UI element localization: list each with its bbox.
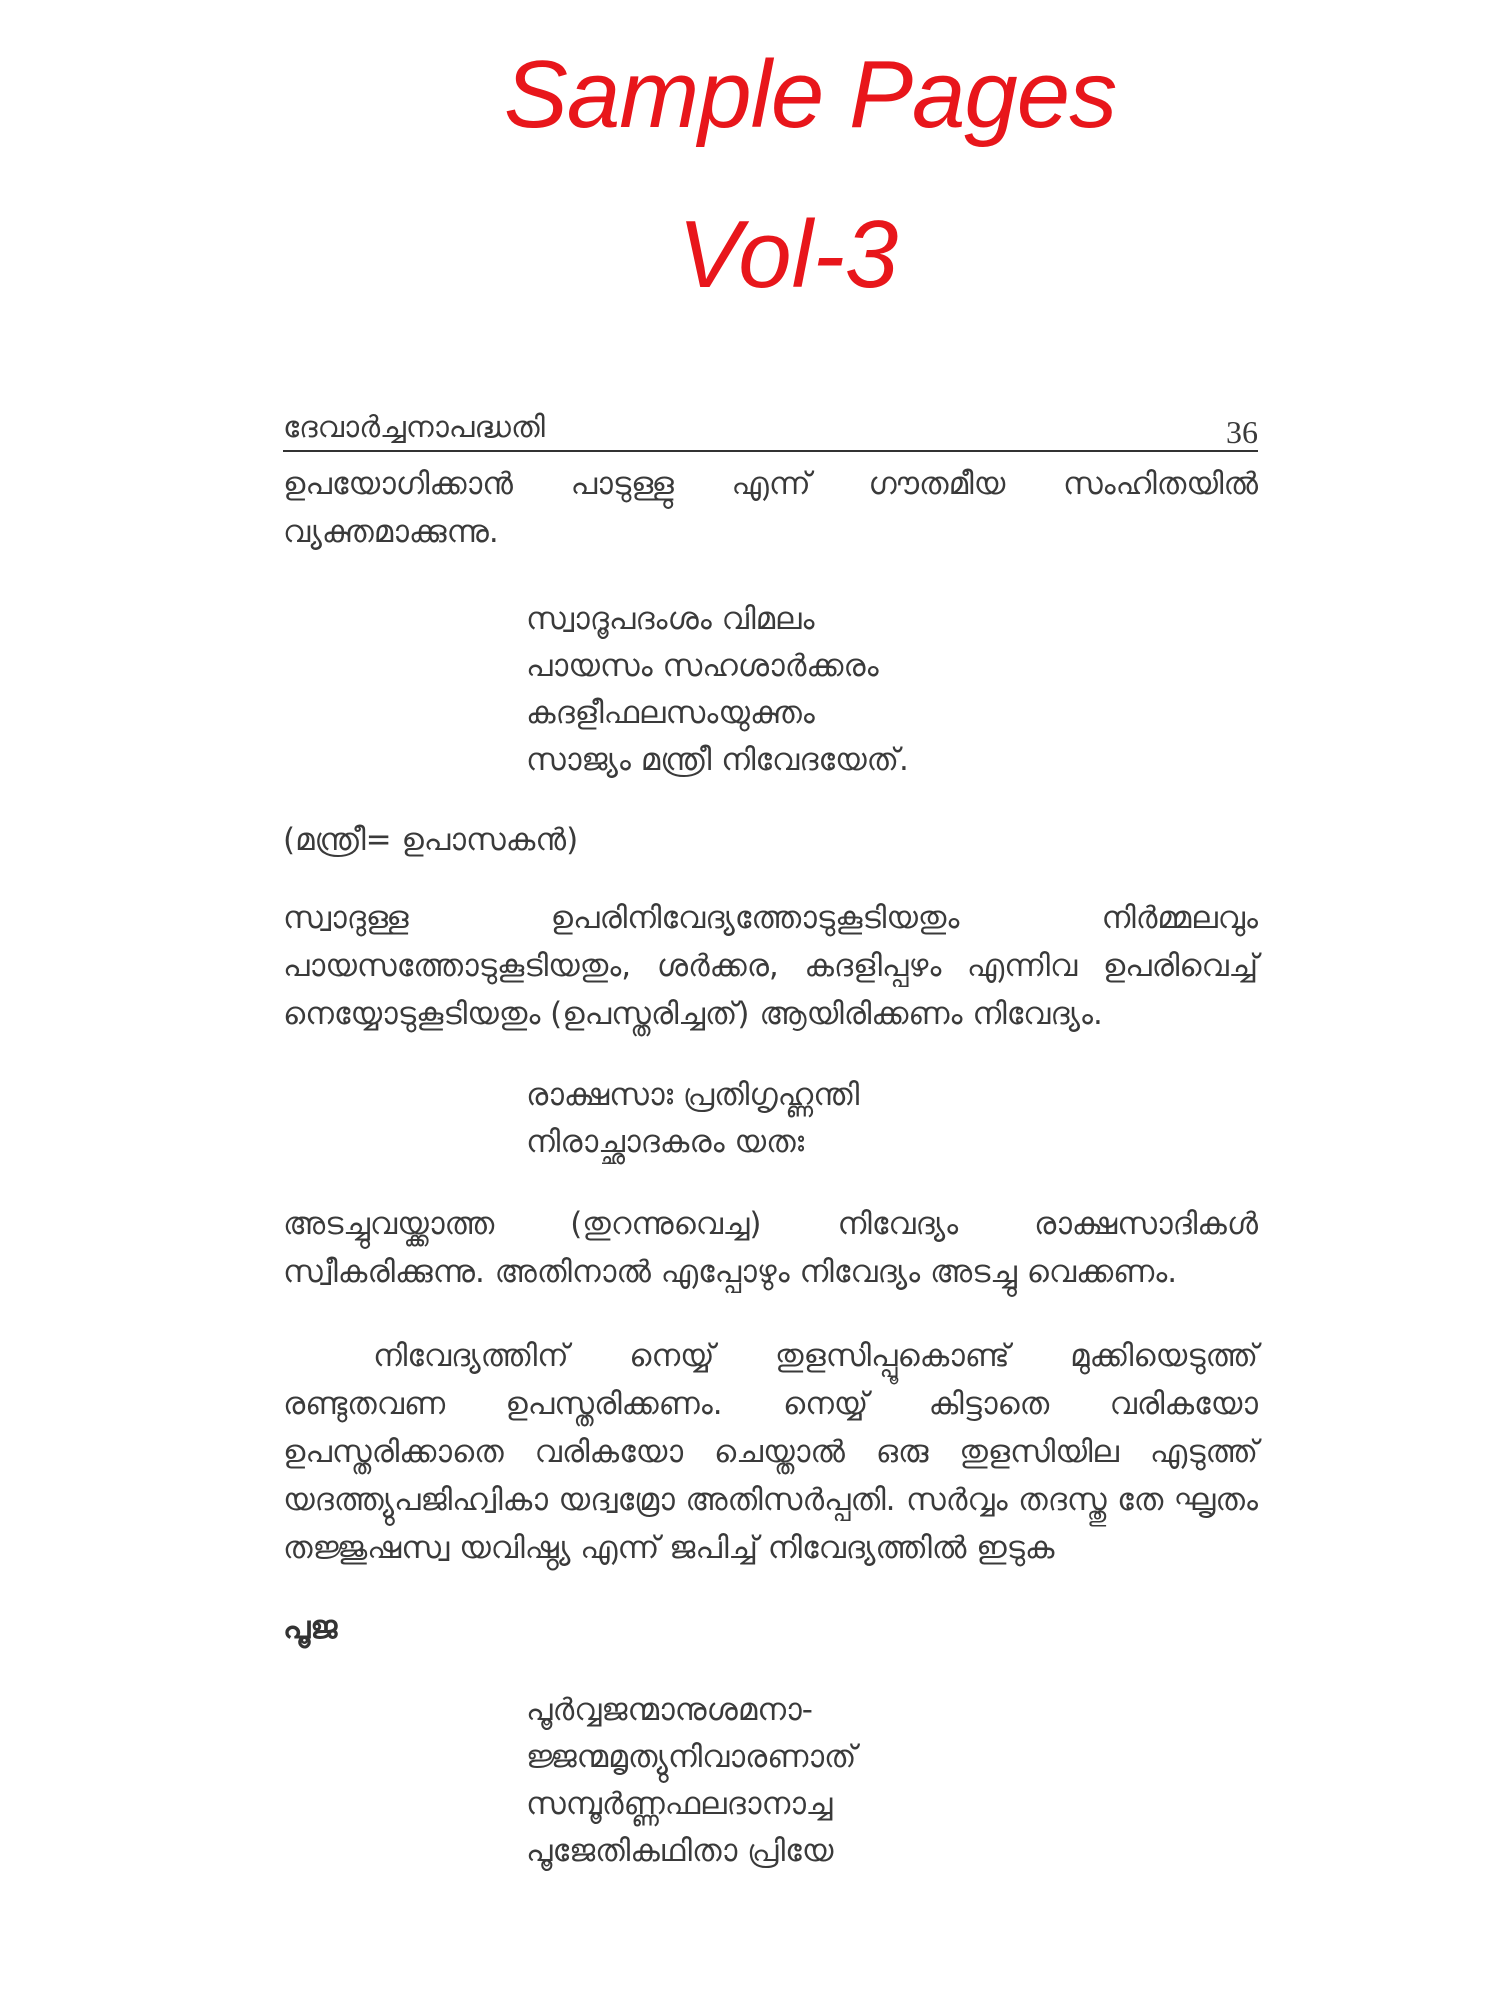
verse-line: സാജ്യം മന്ത്രീ നിവേദയേത്. bbox=[526, 742, 909, 778]
verse-line: പായസം സഹശാർക്കരം bbox=[526, 648, 879, 684]
paragraph-3: അടച്ചുവയ്ക്കാത്ത (തുറന്നുവെച്ച) നിവേദ്യം രാക്ഷസാദികൾ സ്വീകരിക്കുന്നു. അതിനാൽ എപ്പോഴും നിവേദ്യം അടച്ചു വെക്കണം. bbox=[283, 1206, 1258, 1290]
verse-line: രാക്ഷസാഃ പ്രതിഗൃഹ്ണന്തി bbox=[526, 1077, 860, 1113]
paragraph-4: നിവേദ്യത്തിന് നെയ്യ് തുളസിപ്പൂകൊണ്ട് മുക്കിയെടുത്ത് രണ്ടുതവണ ഉപസ്തരിക്കണം. നെയ്യ് കിട്ടാതെ വരികയോ ഉപസ്തരിക്കാതെ വരികയോ ചെയ്താൽ ഒരു തുളസിയില എടുത്ത് യദത്ത്യുപജിഹ്വികാ യദ്വമ്രോ അതിസർപ്പതി. സർവ്വം തദസ്തു തേ ഘൃതം തജ്ജുഷസ്വ യവിഷ്ഠ്യ എന്ന് ജപിച്ച് നിവേദ്യത്തിൽ ഇടുക bbox=[283, 1338, 1258, 1566]
paragraph-1: ഉപയോഗിക്കാൻ പാടുള്ളു എന്ന് ഗൗതമീയ സംഹിതയിൽ വ്യക്തമാക്കുന്നു. bbox=[283, 466, 1258, 550]
running-title: ദേവാർച്ചനാപദ്ധതി bbox=[283, 410, 545, 445]
verse-line: നിരാച്ഛാദകരം യതഃ bbox=[526, 1124, 805, 1160]
verse-block-3 bbox=[526, 1687, 1258, 1875]
verse-line: സമ്പൂർണ്ണഫലദാനാച്ച bbox=[526, 1786, 833, 1822]
verse-line: പൂജേതികഥിതാ പ്രിയേ bbox=[526, 1833, 834, 1869]
verse-line: സ്വാദൂപദംശം വിമലം bbox=[526, 601, 815, 637]
gloss-note: (മന്ത്രീ= ഉപാസകൻ) bbox=[283, 822, 579, 858]
page-number: 36 bbox=[1226, 414, 1258, 450]
section-heading: പൂജ bbox=[283, 1608, 338, 1646]
banner-volume: Vol-3 bbox=[677, 201, 899, 308]
verse-block-2 bbox=[526, 1072, 1258, 1166]
paragraph-2: സ്വാദുള്ള ഉപരിനിവേദ്യത്തോടുകൂടിയതും നിർമ്മലവും പായസത്തോടുകൂടിയതും, ശർക്കര, കദളിപ്പഴം എന്നിവ ഉപരിവെച്ച് നെയ്യോടുകൂടിയതും (ഉപസ്തരിച്ചത്) ആയിരിക്കണം നിവേദ്യം. bbox=[283, 900, 1258, 1032]
banner-title: Sample Pages bbox=[503, 41, 1117, 148]
page-header bbox=[283, 400, 1258, 452]
verse-block-1 bbox=[526, 596, 1258, 784]
verse-line: പൂർവ്വജന്മാനുശമനാ- bbox=[526, 1692, 813, 1728]
book-page bbox=[283, 400, 1258, 1875]
verse-line: കദളീഫലസംയുക്തം bbox=[526, 695, 815, 731]
verse-line: ജ്ജന്മമൃത്യുനിവാരണാത് bbox=[526, 1739, 857, 1775]
